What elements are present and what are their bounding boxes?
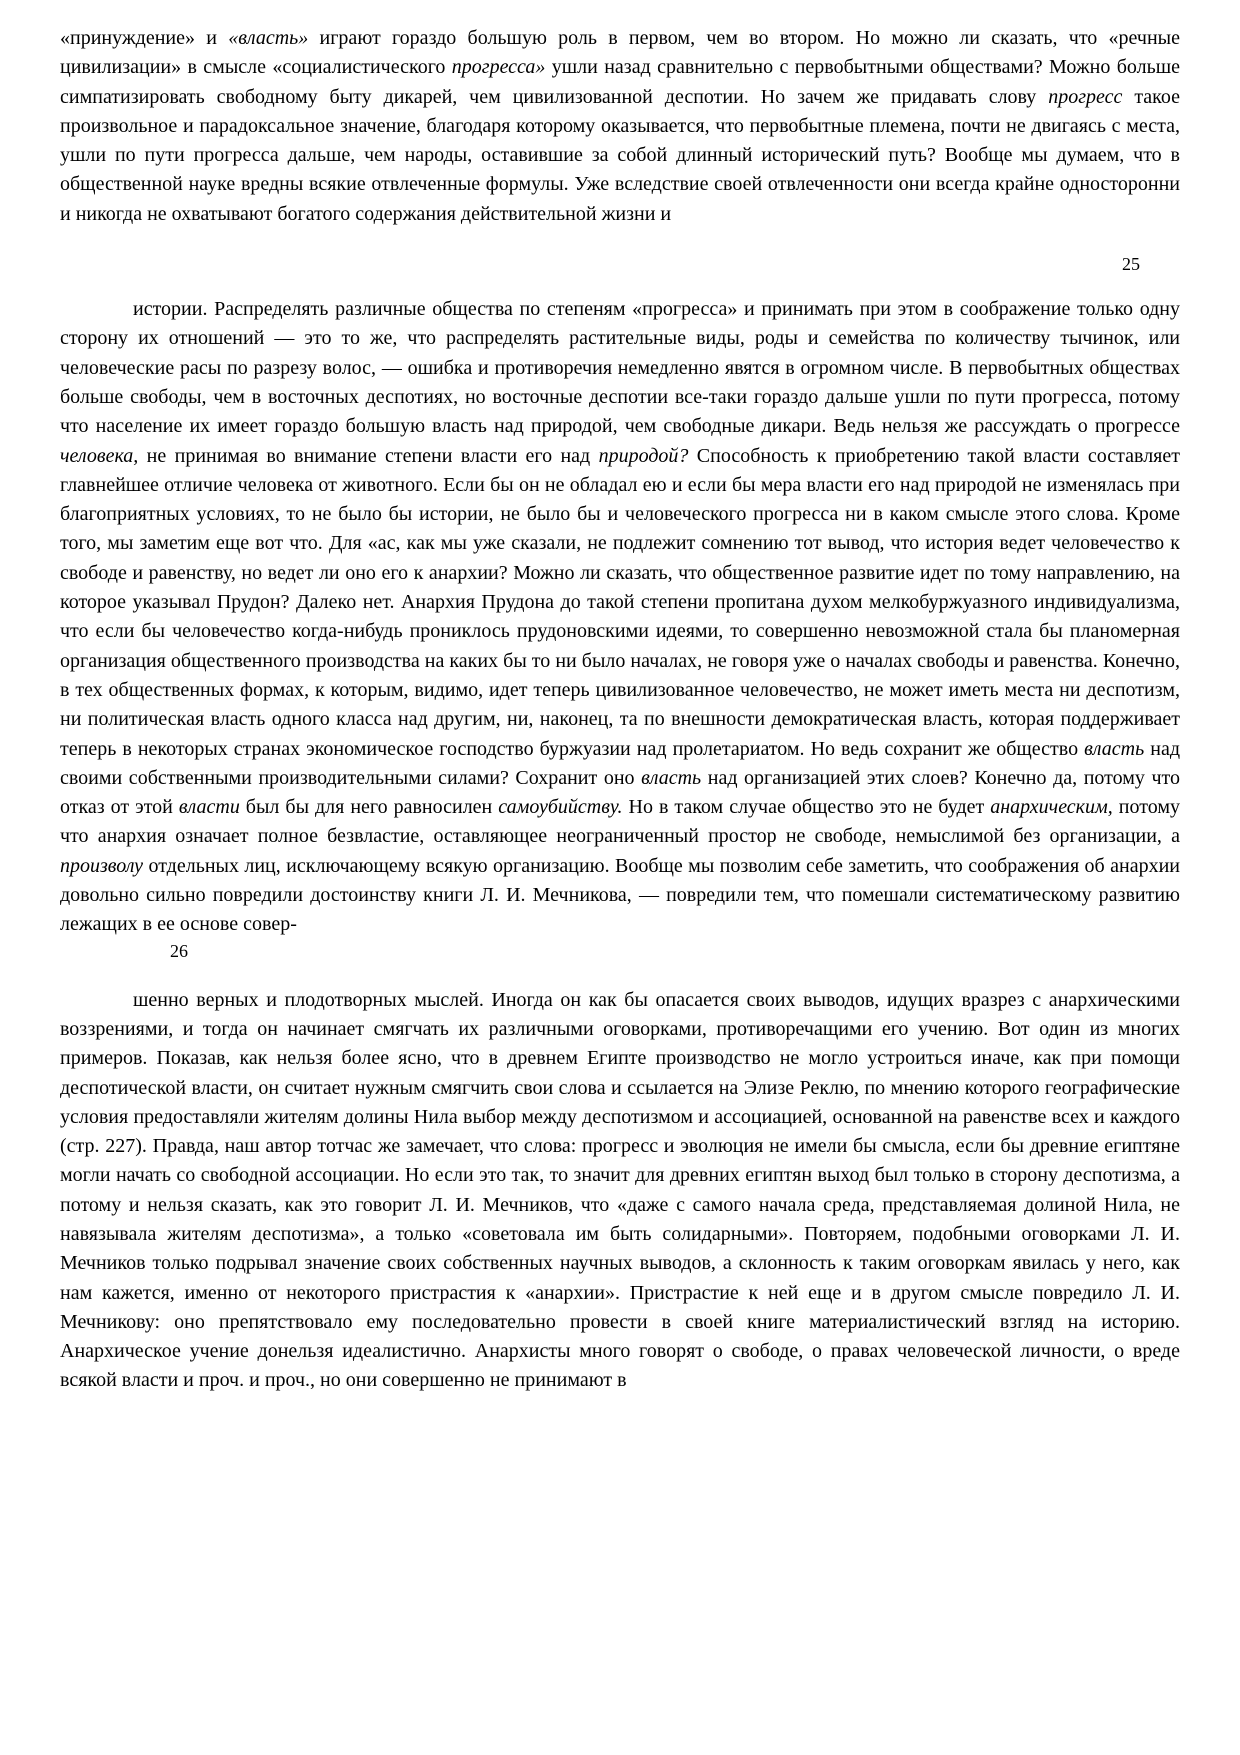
text-run: Но в таком случае общество это не будет — [622, 796, 991, 819]
page-number-26: 26 — [170, 940, 188, 961]
italic-run: анархическим, — [990, 796, 1113, 819]
text-run: Способность к приобретению такой власти составляет главнейшее отличие человека от животного. Если бы он не обладал ею и если бы мера власти его над природой не изменялась при благоприятных условиях, то не было бы истории, не было бы и человеческого прогресса ни в каком смысле этого слова. Кроме того, мы заметим еще вот что. Для «ас, как мы уже сказали, не подлежит сомнению тот вывод, что история ведет человечество к свободе и равенству, но ведет ли оно его к анархии? Можно ли сказать, что общественное развитие идет по тому направлению, на которое указывал Прудон? Далеко нет. Анархия Прудона до такой степени пропитана духом мелкобуржуазного индивидуализма, что если бы человечество когда-нибудь прониклось прудоновскими идеями, то совершенно невозможной стала бы планомерная организация общественного производства на каких бы то ни было началах, не говоря уже о началах свободы и равенства. Конечно, в тех общественных формах, к которым, видимо, идет теперь цивилизованное человечество, не может иметь места ни деспотизм, ни политическая власть одного класса над другим, ни, наконец, та по внешности демократическая власть, которая поддерживает теперь в некоторых странах экономическое господство буржуазии над пролетариатом. Но ведь сохранит же общество — [60, 444, 1180, 760]
italic-run: самоубийству. — [498, 796, 623, 819]
text-run: ушли назад сравнительно с первобытными обществами? Можно больше симпатизировать свободному быту дикарей, чем цивилизованной деспотии. Но зачем же придавать слову — [60, 56, 1180, 108]
italic-run: человека, — [60, 444, 139, 467]
document-page — [60, 24, 1180, 1396]
paragraph-page-25-end — [60, 24, 1180, 229]
italic-run: природой? — [598, 444, 689, 467]
paragraph-page-26 — [60, 295, 1180, 940]
text-run: играют гораздо большую роль в первом, чем во втором. Но можно ли сказать, что «речные цивилизации» в смысле «социалистического — [60, 27, 1180, 79]
italic-run: произволу — [60, 854, 144, 877]
text-run: над своими собственными производительными силами? Сохранит оно — [60, 737, 1180, 789]
text-run: отдельных лиц, исключающему всякую организацию. Вообще мы позволим себе заметить, что соображения об анархии довольно сильно повредили достоинству книги Л. И. Мечникова, — повредили тем, что помешали систематическому развитию лежащих в ее основе совер- — [60, 854, 1180, 936]
italic-run: прогресс — [1048, 85, 1123, 108]
italic-run: власть — [1084, 737, 1145, 760]
paragraph-page-27 — [60, 986, 1180, 1396]
italic-run: прогресса» — [451, 56, 546, 79]
italic-run: власти — [178, 796, 240, 819]
text-run: не принимая во внимание степени власти его над — [138, 444, 599, 467]
italic-run: власть — [641, 766, 702, 789]
text-run: потому что анархия означает полное безвластие, оставляющее неограниченный простор не свободе, немыслимой без организации, а — [60, 796, 1180, 848]
text-run: был бы для него равносилен — [239, 796, 499, 819]
italic-run: «власть» — [228, 27, 309, 49]
text-run: над организацией этих слоев? Конечно да, потому что отказ от этой — [60, 766, 1180, 819]
text-run: «принуждение» и — [60, 27, 229, 49]
text-run: такое произвольное и парадоксальное значение, благодаря которому оказывается, что первобытные племена, почти не двигаясь с места, ушли по пути прогресса дальше, чем народы, оставившие за собой длинный исторический путь? Вообще мы думаем, что в общественной науке вредны всякие отвлеченные формулы. Уже вследствие своей отвлеченности они всегда крайне односторонни и никогда не охватывают богатого содержания действительной жизни и — [60, 85, 1181, 225]
page-number-25: 25 — [1122, 254, 1140, 275]
text-run: истории. Распределять различные общества по степеням «прогресса» и принимать при этом в соображение только одну сторону их отношений — это то же, что распределять растительные виды, роды и семейства по количеству тычинок, или человеческие расы по разрезу волос, — ошибка и противоречия немедленно явятся в огромном числе. В первобытных обществах больше свободы, чем в восточных деспотиях, но восточные деспотии все-таки гораздо дальше ушли по пути прогресса, потому что население их имеет гораздо большую власть над природой, чем свободные дикари. Ведь нельзя же рассуждать о прогрессе — [60, 298, 1180, 438]
text-run: шенно верных и плодотворных мыслей. Иногда он как бы опасается своих выводов, идущих вразрез с анархическими воззрениями, и тогда он начинает смягчать их различными оговорками, противоречащими его учению. Вот один из многих примеров. Показав, как нельзя более ясно, что в древнем Египте производство не могло устроиться иначе, как при помощи деспотической власти, он считает нужным смягчить свои слова и ссылается на Элизе Реклю, по мнению которого географические условия предоставляли жителям долины Нила выбор между деспотизмом и ассоциацией, основанной на равенстве всех и каждого (стр. 227). Правда, наш автор тотчас же замечает, что слова: прогресс и эволюция не имели бы смысла, если бы древние египтяне могли начать со свободной ассоциации. Но если это так, то значит для древних египтян выход был только в сторону деспотизма, а потому и нельзя сказать, как это говорит Л. И. Мечников, что «даже с самого начала среда, представляемая долиной Нила, не навязывала жителям деспотизма», а только «советовала им быть солидарными». Повторяем, подобными оговорками Л. И. Мечников только подрывал значение своих собственных научных выводов, а склонность к таким оговоркам явилась у него, как нам кажется, именно от некоторого пристрастия к «анархии». Пристрастие к ней еще и в другом смысле повредило Л. И. Мечникову: оно препятствовало ему последовательно провести в своей книге материалистический взгляд на историю. Анархическое учение донельзя идеалистично. Анархисты много говорят о свободе, о правах человеческой личности, о вреде всякой власти и проч. и проч., но они совершенно не принимают в — [60, 988, 1180, 1392]
